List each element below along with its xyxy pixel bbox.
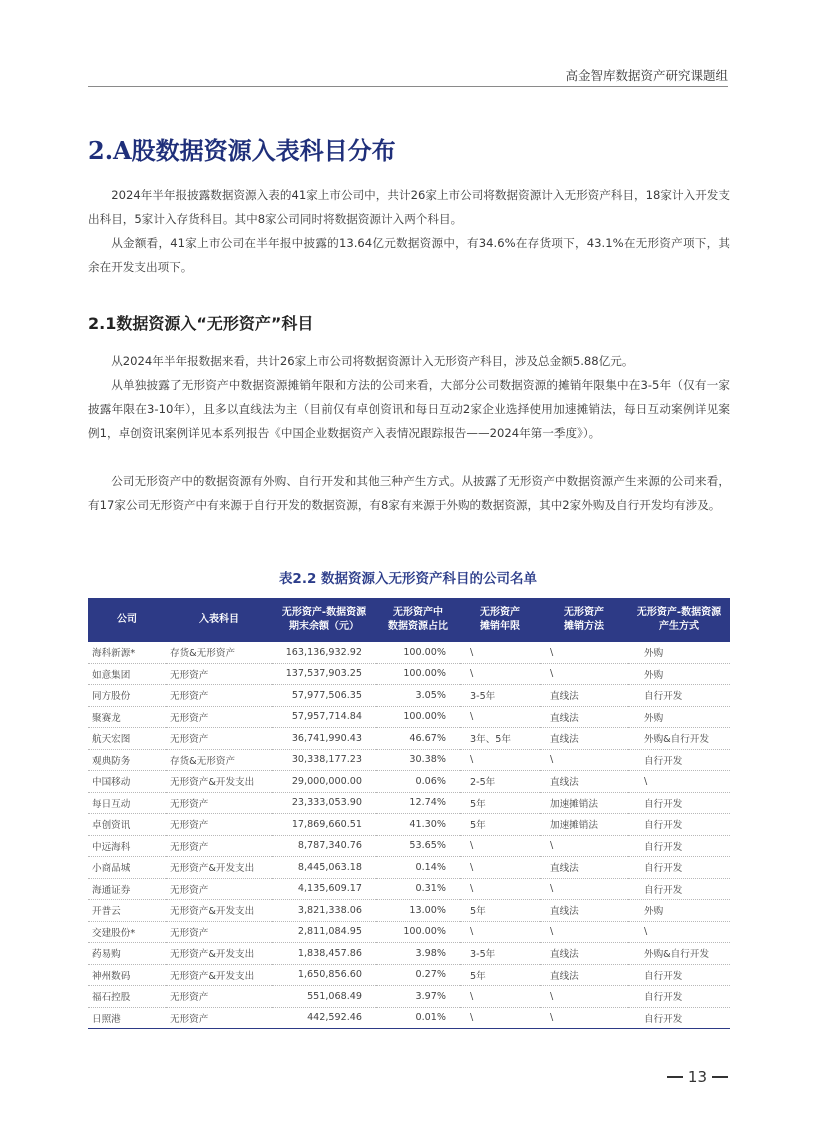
table-header-row xyxy=(88,598,730,642)
table-row xyxy=(88,728,730,750)
section-title: 2.A股数据资源入表科目分布 xyxy=(88,136,396,165)
table-cell: 存货&无形资产 xyxy=(166,749,272,771)
table-cell: 自行开发 xyxy=(628,1007,730,1029)
table-cell: 3年、5年 xyxy=(460,728,540,750)
table-cell: 3.97% xyxy=(376,986,460,1008)
table-cell: 自行开发 xyxy=(628,835,730,857)
table-row xyxy=(88,835,730,857)
section-paragraph-1: 2024年半年报披露数据资源入表的41家上市公司中，共计26家上市公司将数据资源计入无形资产科目，18家计入开发支出科目，5家计入存货科目。其中8家公司同时将数据资源计入两个科目。 xyxy=(88,188,730,226)
table-cell: 卓创资讯 xyxy=(88,814,166,836)
table-row xyxy=(88,964,730,986)
table-cell: \ xyxy=(628,771,730,793)
table-cell: 无形资产 xyxy=(166,685,272,707)
table-cell: 外购&自行开发 xyxy=(628,728,730,750)
table-cell: 直线法 xyxy=(540,771,628,793)
table-cell: 直线法 xyxy=(540,857,628,879)
table-cell: 加速摊销法 xyxy=(540,814,628,836)
table-cell: 无形资产&开发支出 xyxy=(166,771,272,793)
table-cell: 日照港 xyxy=(88,1007,166,1029)
table-cell: 自行开发 xyxy=(628,986,730,1008)
table-cell: 3-5年 xyxy=(460,685,540,707)
table-row xyxy=(88,814,730,836)
table-cell: 53.65% xyxy=(376,835,460,857)
subsection-paragraph-1: 从2024年半年报数据来看，共计26家上市公司将数据资源计入无形资产科目，涉及总金额5.88亿元。 xyxy=(111,354,634,368)
table-cell: 同方股份 xyxy=(88,685,166,707)
table-header-cell: 入表科目 xyxy=(166,598,272,642)
table-cell: 36,741,990.43 xyxy=(272,728,376,750)
subsection-title: 2.1数据资源入“无形资产”科目 xyxy=(88,314,314,333)
table-cell: 海科新源* xyxy=(88,642,166,663)
table-cell: 57,977,506.35 xyxy=(272,685,376,707)
table-cell: \ xyxy=(540,878,628,900)
table-row xyxy=(88,921,730,943)
table-cell: 3.98% xyxy=(376,943,460,965)
table-cell: \ xyxy=(540,921,628,943)
table-cell: 自行开发 xyxy=(628,792,730,814)
table-cell: 自行开发 xyxy=(628,964,730,986)
table-cell: 观典防务 xyxy=(88,749,166,771)
table-cell: 5年 xyxy=(460,964,540,986)
table-cell: \ xyxy=(540,986,628,1008)
table-cell: 12.74% xyxy=(376,792,460,814)
table-cell: 30.38% xyxy=(376,749,460,771)
table-cell: \ xyxy=(460,749,540,771)
table-cell: \ xyxy=(460,835,540,857)
table-cell: 自行开发 xyxy=(628,857,730,879)
table-cell: 交建股份* xyxy=(88,921,166,943)
table-header-cell: 无形资产 摊销年限 xyxy=(460,598,540,642)
table-cell: 自行开发 xyxy=(628,749,730,771)
table-cell: 外购 xyxy=(628,706,730,728)
table-cell: 5年 xyxy=(460,814,540,836)
table-row xyxy=(88,857,730,879)
page-dash-right xyxy=(712,1076,728,1078)
table-cell: \ xyxy=(540,835,628,857)
table-cell: 5年 xyxy=(460,900,540,922)
table-cell: 137,537,903.25 xyxy=(272,663,376,685)
table-header-cell: 无形资产-数据资源 产生方式 xyxy=(628,598,730,642)
table-cell: \ xyxy=(540,749,628,771)
table-cell: 100.00% xyxy=(376,706,460,728)
page-number-text: 13 xyxy=(687,1068,707,1086)
table-cell: \ xyxy=(628,921,730,943)
table-cell: 直线法 xyxy=(540,706,628,728)
table-cell: \ xyxy=(460,663,540,685)
table-cell: 0.14% xyxy=(376,857,460,879)
table-cell: 163,136,932.92 xyxy=(272,642,376,663)
table-cell: 100.00% xyxy=(376,921,460,943)
table-cell: \ xyxy=(540,663,628,685)
table-row xyxy=(88,900,730,922)
table-cell: 无形资产 xyxy=(166,921,272,943)
table-cell: 无形资产&开发支出 xyxy=(166,857,272,879)
table-cell: 直线法 xyxy=(540,964,628,986)
table-cell: 福石控股 xyxy=(88,986,166,1008)
table-cell: 海通证券 xyxy=(88,878,166,900)
table-cell: 2-5年 xyxy=(460,771,540,793)
table-cell: 聚赛龙 xyxy=(88,706,166,728)
table-cell: 1,650,856.60 xyxy=(272,964,376,986)
table-row xyxy=(88,749,730,771)
table-cell: 8,445,063.18 xyxy=(272,857,376,879)
table-cell: \ xyxy=(460,921,540,943)
table-cell: 直线法 xyxy=(540,900,628,922)
table-cell: 8,787,340.76 xyxy=(272,835,376,857)
table-row xyxy=(88,792,730,814)
page-dash-left xyxy=(667,1076,683,1078)
table-cell: \ xyxy=(540,642,628,663)
table-cell: 551,068.49 xyxy=(272,986,376,1008)
table-cell: 直线法 xyxy=(540,943,628,965)
table-cell: 神州数码 xyxy=(88,964,166,986)
table-cell: 中远海科 xyxy=(88,835,166,857)
table-cell: 航天宏图 xyxy=(88,728,166,750)
table-cell: 100.00% xyxy=(376,663,460,685)
table-cell: 自行开发 xyxy=(628,685,730,707)
table-cell: 23,333,053.90 xyxy=(272,792,376,814)
subsection-paragraph-2: 从单独披露了无形资产中数据资源摊销年限和方法的公司来看，大部分公司数据资源的摊销年限集中在3-5年（仅有一家披露年限在3-10年），且多以直线法为主（目前仅有卓创资讯和每日互动2家企业选择使用加速摊销法，每日互动案例详见案例1，卓创资讯案例详见本系列报告《中国企业数据资产入表情况跟踪报告——2024年第一季度》）。 xyxy=(88,378,730,440)
table-cell: 外购&自行开发 xyxy=(628,943,730,965)
table-cell: 4,135,609.17 xyxy=(272,878,376,900)
table-body xyxy=(88,642,730,1029)
table-title: 表2.2 数据资源入无形资产科目的公司名单 xyxy=(278,571,538,587)
table-cell: 0.27% xyxy=(376,964,460,986)
table-cell: 无形资产&开发支出 xyxy=(166,943,272,965)
table-cell: 3-5年 xyxy=(460,943,540,965)
table-cell: 小商品城 xyxy=(88,857,166,879)
table-cell: 17,869,660.51 xyxy=(272,814,376,836)
table-cell: 3.05% xyxy=(376,685,460,707)
table-cell: \ xyxy=(460,642,540,663)
table-header-cell: 无形资产 摊销方法 xyxy=(540,598,628,642)
table-cell: 0.01% xyxy=(376,1007,460,1029)
table-row xyxy=(88,943,730,965)
table-header-cell: 无形资产-数据资源 期末余额（元） xyxy=(272,598,376,642)
table-row xyxy=(88,771,730,793)
table-cell: 2,811,084.95 xyxy=(272,921,376,943)
table-cell: 5年 xyxy=(460,792,540,814)
table-header-cell: 无形资产中 数据资源占比 xyxy=(376,598,460,642)
section-paragraph-2: 从金额看，41家上市公司在半年报中披露的13.64亿元数据资源中，有34.6%在存货项下，43.1%在无形资产项下，其余在开发支出项下。 xyxy=(88,236,730,274)
table-cell: 无形资产 xyxy=(166,706,272,728)
table-cell: 加速摊销法 xyxy=(540,792,628,814)
header-rule xyxy=(88,86,728,87)
table-cell: 无形资产 xyxy=(166,1007,272,1029)
table-cell: 存货&无形资产 xyxy=(166,642,272,663)
table-cell: 无形资产&开发支出 xyxy=(166,964,272,986)
table-row xyxy=(88,663,730,685)
subsection-paragraph-3: 公司无形资产中的数据资源有外购、自行开发和其他三种产生方式。从披露了无形资产中数据资源产生来源的公司来看，有17家公司无形资产中有来源于自行开发的数据资源，有8家有来源于外购的数据资源，其中2家外购及自行开发均有涉及。 xyxy=(88,474,730,512)
table-cell: 1,838,457.86 xyxy=(272,943,376,965)
table-cell: 外购 xyxy=(628,642,730,663)
table-cell: 直线法 xyxy=(540,685,628,707)
table-row xyxy=(88,706,730,728)
table-cell: 442,592.46 xyxy=(272,1007,376,1029)
table-cell: 外购 xyxy=(628,900,730,922)
table-cell: 29,000,000.00 xyxy=(272,771,376,793)
table-cell: \ xyxy=(540,1007,628,1029)
table-cell: 无形资产 xyxy=(166,728,272,750)
table-row xyxy=(88,642,730,663)
table-cell: 100.00% xyxy=(376,642,460,663)
table-cell: 每日互动 xyxy=(88,792,166,814)
table-cell: 41.30% xyxy=(376,814,460,836)
table-row xyxy=(88,1007,730,1029)
table-cell: 57,957,714.84 xyxy=(272,706,376,728)
table-cell: 3,821,338.06 xyxy=(272,900,376,922)
table-cell: 自行开发 xyxy=(628,814,730,836)
table-cell: \ xyxy=(460,706,540,728)
table-cell: \ xyxy=(460,878,540,900)
table-cell: 如意集团 xyxy=(88,663,166,685)
table-cell: 无形资产 xyxy=(166,814,272,836)
table-cell: 开普云 xyxy=(88,900,166,922)
table-cell: 无形资产 xyxy=(166,792,272,814)
table-header-cell: 公司 xyxy=(88,598,166,642)
table-cell: 46.67% xyxy=(376,728,460,750)
table-row xyxy=(88,685,730,707)
table-cell: 外购 xyxy=(628,663,730,685)
table-cell: 0.06% xyxy=(376,771,460,793)
table-cell: \ xyxy=(460,1007,540,1029)
table-cell: 中国移动 xyxy=(88,771,166,793)
header-organization: 高金智库数据资产研究课题组 xyxy=(565,68,728,83)
table-cell: 无形资产 xyxy=(166,663,272,685)
table-row xyxy=(88,986,730,1008)
table-cell: 无形资产 xyxy=(166,986,272,1008)
table-cell: 药易购 xyxy=(88,943,166,965)
table-row xyxy=(88,878,730,900)
table-cell: 无形资产&开发支出 xyxy=(166,900,272,922)
table-cell: 30,338,177.23 xyxy=(272,749,376,771)
table-cell: 自行开发 xyxy=(628,878,730,900)
table-cell: \ xyxy=(460,986,540,1008)
table-cell: 无形资产 xyxy=(166,878,272,900)
table-cell: \ xyxy=(460,857,540,879)
page-number xyxy=(667,1068,728,1086)
table-cell: 直线法 xyxy=(540,728,628,750)
table-cell: 13.00% xyxy=(376,900,460,922)
company-table xyxy=(88,598,730,1029)
table-cell: 0.31% xyxy=(376,878,460,900)
table-cell: 无形资产 xyxy=(166,835,272,857)
